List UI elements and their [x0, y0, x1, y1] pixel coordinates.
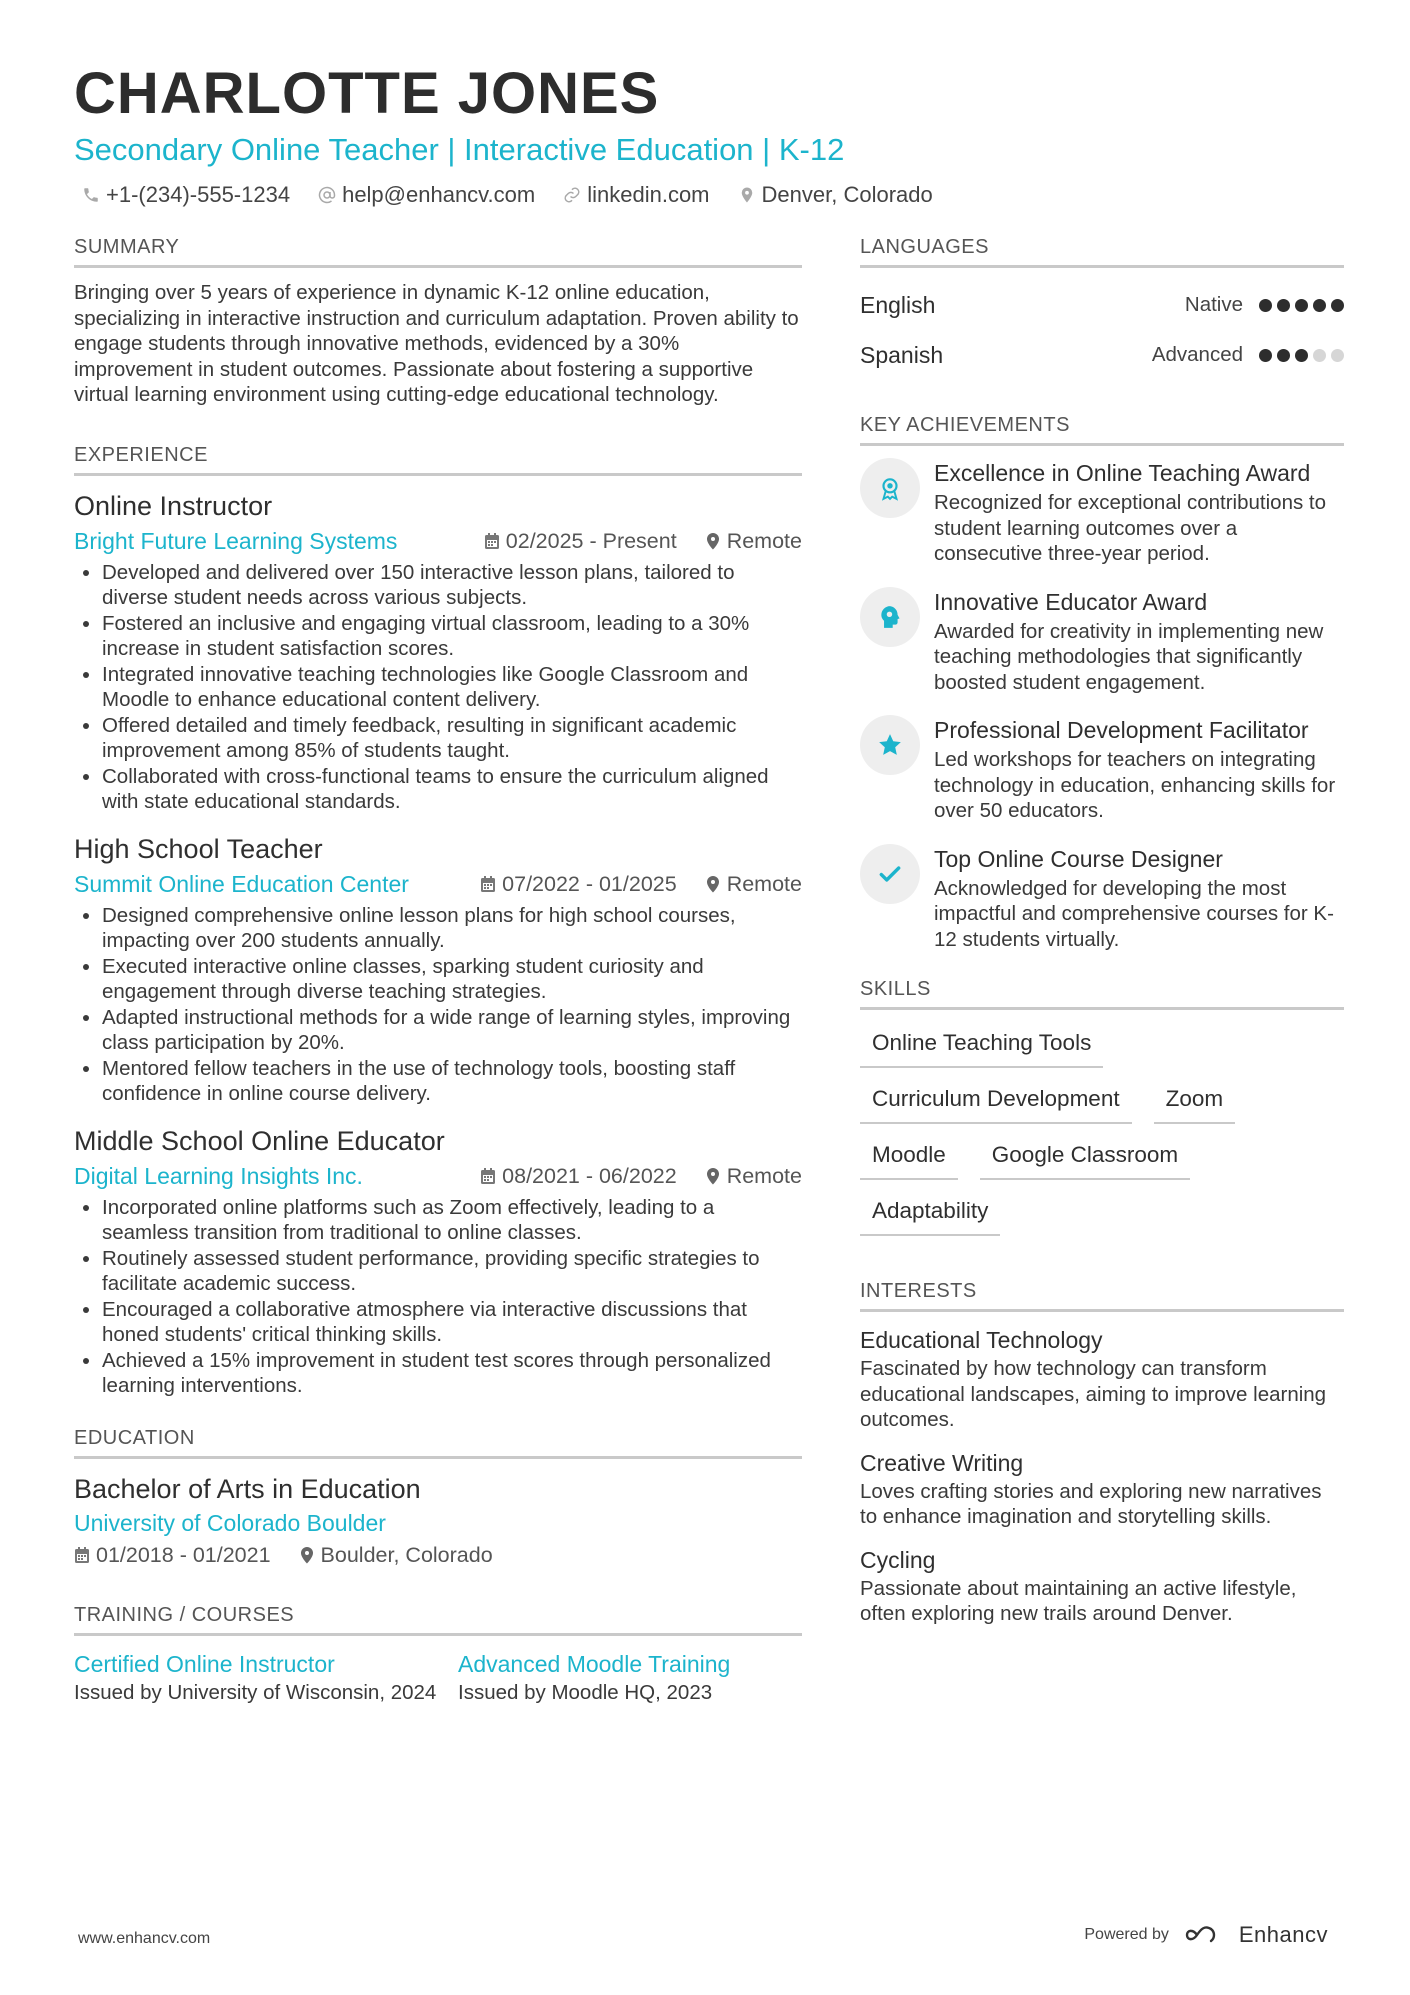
contact-bar — [74, 182, 1344, 208]
skills-heading: SKILLS — [860, 978, 1344, 1010]
languages-section — [860, 236, 1344, 380]
achievements-heading: KEY ACHIEVEMENTS — [860, 414, 1344, 446]
interest-item — [860, 1447, 1344, 1530]
at-sign-icon — [318, 186, 336, 204]
job-location — [705, 1161, 802, 1191]
location-pin-icon — [738, 186, 756, 204]
edu-school: University of Colorado Boulder — [74, 1509, 386, 1536]
location-text: Denver, Colorado — [761, 182, 933, 207]
achievement-title: Top Online Course Designer — [934, 845, 1223, 872]
footer-website[interactable]: www.enhancv.com — [78, 1930, 211, 1947]
skill-tag: Zoom — [1154, 1078, 1236, 1124]
rating-dot — [1295, 349, 1308, 362]
calendar-icon — [74, 1546, 90, 1564]
job-meta — [74, 869, 802, 899]
experience-section — [74, 444, 802, 1399]
achievement-desc: Acknowledged for developing the most impactful and comprehensive courses for K-12 students virtually. — [934, 876, 1334, 951]
rating-dot — [1313, 349, 1326, 362]
course-item — [74, 1648, 458, 1706]
achievement-title: Innovative Educator Award — [934, 588, 1208, 615]
footer-branding — [1084, 1922, 1328, 1948]
job-bullets — [74, 560, 802, 815]
edu-meta — [74, 1543, 802, 1568]
edu-dates-text: 01/2018 - 01/2021 — [96, 1542, 271, 1567]
job-location — [705, 869, 802, 899]
interest-desc: Passionate about maintaining an active lifestyle, often exploring new trails around Denver. — [860, 1576, 1297, 1625]
job-company: Digital Learning Insights Inc. — [74, 1162, 363, 1189]
rating-dot — [1277, 349, 1290, 362]
linkedin-text: linkedin.com — [587, 182, 710, 207]
star-icon — [860, 715, 920, 775]
bullet-item: • Executed interactive online classes, sparking student curiosity and engagement through diverse teaching strategies. — [102, 954, 802, 1005]
achievement-item — [860, 715, 1344, 824]
bullet-item: • Designed comprehensive online lesson plans for high school courses, impacting over 200 students annually. — [102, 903, 802, 954]
calendar-icon — [484, 532, 500, 550]
brand-name: Enhancv — [1238, 1922, 1328, 1947]
candidate-title: Secondary Online Teacher | Interactive Education | K-12 — [74, 132, 845, 167]
achievement-title: Professional Development Facilitator — [934, 717, 1309, 743]
skill-tag: Moodle — [860, 1134, 958, 1180]
skill-tag: Curriculum Development — [860, 1078, 1132, 1124]
language-row — [860, 280, 1344, 330]
idea-head-icon — [860, 587, 920, 647]
powered-by-label: Powered by — [1084, 1926, 1169, 1943]
course-title: Certified Online Instructor — [74, 1650, 335, 1677]
bullet-item: • Mentored fellow teachers in the use of technology tools, boosting staff confidence in online course delivery. — [102, 1056, 802, 1107]
rating-dot — [1295, 299, 1308, 312]
calendar-icon — [480, 1167, 496, 1185]
edu-location-text: Boulder, Colorado — [320, 1542, 493, 1567]
interest-desc: Loves crafting stories and exploring new narratives to enhance imagination and storytelling skills. — [860, 1479, 1322, 1528]
job-meta — [74, 1161, 802, 1191]
job-dates — [480, 1161, 677, 1191]
job-location-text: Remote — [726, 871, 802, 896]
interest-item — [860, 1544, 1344, 1627]
skills-section — [860, 978, 1344, 1236]
rating-dot — [1259, 349, 1272, 362]
job-entry — [74, 1123, 802, 1399]
job-title: Middle School Online Educator — [74, 1125, 445, 1156]
summary-text: Bringing over 5 years of experience in dynamic K-12 online education, specializing in interactive instruction and curriculum adaptation. Proven ability to engage students through innovative methods, evidenced by a 30% improvement in student outcomes. Passionate about fostering a supportive virtual learning environment using cutting-edge educational technology. — [74, 281, 799, 406]
bullet-item: • Incorporated online platforms such as Zoom effectively, leading to a seamless transition from traditional to online classes. — [102, 1195, 802, 1246]
contact-email[interactable] — [318, 182, 535, 208]
job-bullets — [74, 903, 802, 1107]
bullet-item: • Offered detailed and timely feedback, resulting in significant academic improvement among 85% of students taught. — [102, 713, 802, 764]
training-section — [74, 1604, 802, 1706]
skill-tag: Google Classroom — [980, 1134, 1190, 1180]
phone-text: +1-(234)-555-1234 — [106, 182, 291, 207]
language-name: English — [860, 291, 936, 318]
job-location — [705, 526, 802, 556]
location-pin-icon — [705, 1167, 721, 1185]
left-column — [74, 236, 802, 1705]
language-rating — [1259, 349, 1344, 362]
job-entry — [74, 488, 802, 815]
edu-dates — [74, 1543, 271, 1568]
contact-linkedin[interactable] — [563, 182, 709, 208]
languages-heading: LANGUAGES — [860, 236, 1344, 268]
job-entry — [74, 831, 802, 1107]
achievements-section — [860, 414, 1344, 952]
achievement-item — [860, 458, 1344, 567]
calendar-icon — [480, 875, 496, 893]
contact-location — [738, 182, 933, 208]
interest-title: Cycling — [860, 1546, 936, 1573]
interest-title: Creative Writing — [860, 1449, 1024, 1476]
job-bullets — [74, 1195, 802, 1399]
phone-icon — [82, 186, 100, 204]
job-dates-text: 07/2022 - 01/2025 — [502, 871, 677, 896]
summary-heading: SUMMARY — [74, 236, 802, 268]
job-company: Summit Online Education Center — [74, 870, 409, 897]
edu-location — [299, 1543, 493, 1568]
location-pin-icon — [705, 532, 721, 550]
job-title: Online Instructor — [74, 490, 273, 521]
location-pin-icon — [705, 875, 721, 893]
resume-header — [74, 60, 1344, 208]
course-list — [74, 1648, 802, 1706]
experience-heading: EXPERIENCE — [74, 444, 802, 476]
rating-dot — [1331, 349, 1344, 362]
achievement-desc: Awarded for creativity in implementing new teaching methodologies that significantly boosted student engagement. — [934, 619, 1324, 694]
training-heading: TRAINING / COURSES — [74, 1604, 802, 1636]
summary-section — [74, 236, 802, 408]
bullet-item: • Collaborated with cross-functional teams to ensure the curriculum aligned with state educational standards. — [102, 764, 802, 815]
rating-dot — [1259, 299, 1272, 312]
job-dates — [480, 869, 677, 899]
achievement-item — [860, 844, 1344, 953]
rating-dot — [1331, 299, 1344, 312]
right-column — [860, 236, 1344, 1641]
job-dates-text: 02/2025 - Present — [505, 528, 677, 553]
rating-dot — [1277, 299, 1290, 312]
checkmark-icon — [860, 844, 920, 904]
bullet-item: • Fostered an inclusive and engaging virtual classroom, leading to a 30% increase in student satisfaction scores. — [102, 611, 802, 662]
language-level: Native — [1184, 293, 1243, 316]
bullet-item: • Adapted instructional methods for a wide range of learning styles, improving class participation by 20%. — [102, 1005, 802, 1056]
bullet-item: • Achieved a 15% improvement in student test scores through personalized learning interventions. — [102, 1348, 802, 1399]
education-section — [74, 1427, 802, 1568]
skill-tag: Online Teaching Tools — [860, 1022, 1103, 1068]
bullet-item: • Integrated innovative teaching technologies like Google Classroom and Moodle to enhance educational content delivery. — [102, 662, 802, 713]
language-rating — [1259, 299, 1344, 312]
achievement-item — [860, 587, 1344, 696]
job-dates-text: 08/2021 - 06/2022 — [502, 1163, 677, 1188]
course-item — [458, 1648, 802, 1706]
rating-dot — [1313, 299, 1326, 312]
course-desc: Issued by University of Wisconsin, 2024 — [74, 1680, 437, 1704]
job-location-text: Remote — [726, 1163, 802, 1188]
skill-list — [860, 1022, 1344, 1236]
brand-logo[interactable] — [1185, 1922, 1328, 1948]
award-ribbon-icon — [860, 458, 920, 518]
job-company: Bright Future Learning Systems — [74, 527, 398, 554]
candidate-name: CHARLOTTE JONES — [74, 61, 660, 126]
interest-item — [860, 1324, 1344, 1433]
edu-degree: Bachelor of Arts in Education — [74, 1473, 421, 1504]
interests-section — [860, 1280, 1344, 1627]
language-level: Advanced — [1151, 343, 1243, 366]
bullet-item: • Developed and delivered over 150 interactive lesson plans, tailored to diverse student needs across various subjects. — [102, 560, 802, 611]
bullet-item: • Encouraged a collaborative atmosphere via interactive discussions that honed students' critical thinking skills. — [102, 1297, 802, 1348]
language-name: Spanish — [860, 341, 944, 368]
interest-title: Educational Technology — [860, 1327, 1103, 1353]
job-meta — [74, 526, 802, 556]
link-icon — [563, 186, 581, 204]
skill-tag: Adaptability — [860, 1190, 1000, 1236]
job-dates — [484, 526, 677, 556]
education-heading: EDUCATION — [74, 1427, 802, 1459]
interest-desc: Fascinated by how technology can transform educational landscapes, aiming to improve learning outcomes. — [860, 1357, 1327, 1431]
course-title: Advanced Moodle Training — [458, 1650, 731, 1677]
email-text: help@enhancv.com — [342, 182, 536, 207]
language-row — [860, 330, 1344, 380]
achievement-desc: Led workshops for teachers on integrating technology in education, enhancing skills for over 50 educators. — [934, 748, 1336, 822]
location-pin-icon — [299, 1546, 315, 1564]
achievement-desc: Recognized for exceptional contributions to student learning outcomes over a consecutive three-year period. — [934, 491, 1327, 565]
achievement-title: Excellence in Online Teaching Award — [934, 460, 1311, 486]
interests-heading: INTERESTS — [860, 1280, 1344, 1312]
contact-phone[interactable] — [82, 182, 290, 208]
course-desc: Issued by Moodle HQ, 2023 — [458, 1680, 713, 1704]
job-title: High School Teacher — [74, 833, 323, 864]
bullet-item: • Routinely assessed student performance, providing specific strategies to facilitate academic success. — [102, 1246, 802, 1297]
job-location-text: Remote — [726, 528, 802, 553]
enhancv-logo-icon — [1185, 1923, 1231, 1947]
